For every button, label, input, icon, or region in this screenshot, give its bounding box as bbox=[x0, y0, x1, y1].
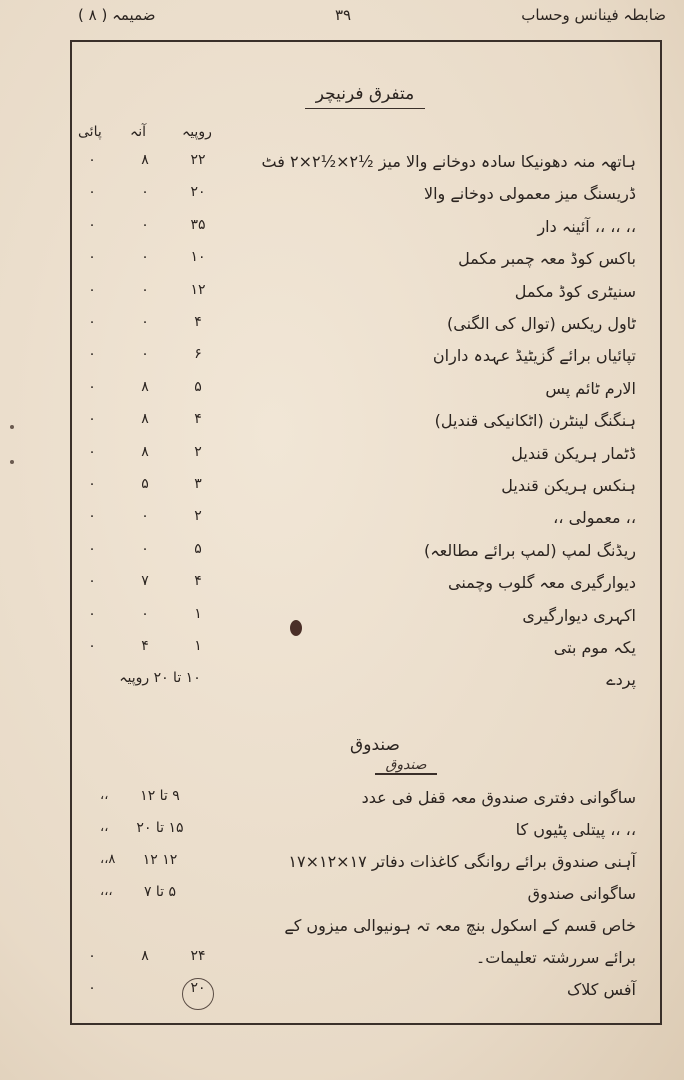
box-description: آفس کلاک bbox=[566, 980, 636, 999]
ink-spot bbox=[290, 620, 302, 636]
list-item bbox=[0, 314, 684, 348]
item-price-range: ۱٠ تا ۲٠ روپیہ bbox=[119, 670, 201, 686]
item-anna: ٠ bbox=[141, 606, 149, 622]
item-anna: ۷ bbox=[141, 573, 149, 589]
item-description: ڈریسنگ میز معمولی دوخانے والا bbox=[423, 184, 636, 203]
box-anna: ۸ bbox=[141, 948, 149, 964]
margin-dot bbox=[10, 425, 14, 429]
page-number: ۳۹ bbox=[335, 6, 352, 24]
item-rupee: ۳ bbox=[194, 476, 202, 492]
item-rupee: ۳۵ bbox=[190, 217, 206, 233]
item-rupee: ۱ bbox=[194, 638, 202, 654]
item-pai: ٠ bbox=[88, 606, 96, 622]
item-anna: ۵ bbox=[141, 476, 149, 492]
item-description: ڈٹمار ہریکن قندیل bbox=[511, 444, 636, 463]
list-item bbox=[0, 444, 684, 478]
handwritten-annotation: صندوق bbox=[375, 757, 437, 775]
item-description: ،، معمولی ،، bbox=[553, 508, 636, 527]
item-pai: ٠ bbox=[88, 282, 96, 298]
item-description: ہاتھہ منہ دھونیکا سادہ دوخانے والا میز ½۲×½۲×۲ فٹ bbox=[261, 152, 636, 171]
box-ditto-mark: ،، bbox=[100, 788, 109, 803]
item-pai: ٠ bbox=[88, 444, 96, 460]
box-price-range: ۱۲ ۱۲ bbox=[142, 852, 178, 868]
item-rupee: ۲ bbox=[194, 508, 202, 524]
list-item bbox=[0, 379, 684, 413]
box-rupee: ۲٠ bbox=[190, 980, 206, 996]
box-pai: ٠ bbox=[88, 948, 96, 964]
box-price-range: ۱۵ تا ۲٠ bbox=[136, 820, 184, 836]
item-description: سنیٹری کوڈ مکمل bbox=[514, 282, 636, 301]
list-item bbox=[0, 541, 684, 575]
item-rupee: ۴ bbox=[194, 573, 202, 589]
item-pai: ٠ bbox=[88, 476, 96, 492]
item-anna: ٠ bbox=[141, 508, 149, 524]
item-anna: ۴ bbox=[141, 638, 149, 654]
list-item bbox=[0, 411, 684, 445]
column-header-rupee: روپیہ bbox=[182, 124, 212, 140]
column-header-anna: آنہ bbox=[130, 124, 146, 140]
item-pai: ٠ bbox=[88, 573, 96, 589]
item-description: ہنکس ہریکن قندیل bbox=[501, 476, 636, 495]
table-row bbox=[0, 788, 684, 822]
box-description: خاص قسم کے اسکول بنچ معہ تہ ہونیوالی میزوں کے bbox=[284, 916, 636, 935]
box-description: ساگوانی دفتری صندوق معہ قفل فی عدد bbox=[361, 788, 636, 807]
item-description: یکہ موم بتی bbox=[553, 638, 636, 657]
item-description: الارم ٹائم پس bbox=[545, 379, 636, 398]
box-description: آہنی صندوق برائے روانگی کاغذات دفاتر ۱۷×۱۲×۱۷ bbox=[288, 852, 636, 871]
list-item bbox=[0, 508, 684, 542]
item-anna: ۸ bbox=[141, 444, 149, 460]
item-pai: ٠ bbox=[88, 217, 96, 233]
item-anna: ٠ bbox=[141, 282, 149, 298]
list-item bbox=[0, 249, 684, 283]
item-description: تپائیاں برائے گزیٹیڈ عہدہ داران bbox=[432, 346, 636, 365]
title-underline bbox=[305, 108, 425, 109]
item-rupee: ۱ bbox=[194, 606, 202, 622]
box-ditto-mark: ،،، bbox=[100, 884, 113, 899]
section-title-boxes: صندوق bbox=[350, 735, 400, 755]
appendix-label: ضمیمہ ( ۸ ) bbox=[78, 6, 156, 24]
item-rupee: ۶ bbox=[194, 346, 202, 362]
column-header-pai: پائی bbox=[78, 124, 102, 140]
item-anna: ۸ bbox=[141, 411, 149, 427]
box-description: برائے سررشتہ تعلیمات۔ bbox=[475, 948, 636, 967]
item-description: ہنگنگ لینٹرن (اٹکانیکی قندیل) bbox=[434, 411, 636, 430]
item-description: ،، ،، ،، آئینہ دار bbox=[537, 217, 636, 236]
list-item bbox=[0, 152, 684, 186]
item-description: دیوارگیری معہ گلوب وچمنی bbox=[447, 573, 636, 592]
box-ditto-mark: ،، bbox=[100, 820, 109, 835]
item-rupee: ۲٠ bbox=[190, 184, 206, 200]
list-item bbox=[0, 184, 684, 218]
item-anna: ۸ bbox=[141, 152, 149, 168]
item-anna: ٠ bbox=[141, 541, 149, 557]
item-anna: ٠ bbox=[141, 184, 149, 200]
item-rupee: ۲۲ bbox=[190, 152, 206, 168]
section-title-furniture: متفرق فرنیچر bbox=[315, 84, 415, 104]
item-anna: ٠ bbox=[141, 346, 149, 362]
item-rupee: ۲ bbox=[194, 444, 202, 460]
header-title: ضابطہ فینانس وحساب bbox=[521, 6, 666, 24]
item-rupee: ۱۲ bbox=[190, 282, 206, 298]
item-rupee: ۵ bbox=[194, 379, 202, 395]
item-anna: ٠ bbox=[141, 249, 149, 265]
item-anna: ٠ bbox=[141, 217, 149, 233]
item-pai: ٠ bbox=[88, 541, 96, 557]
item-anna: ٠ bbox=[141, 314, 149, 330]
list-item bbox=[0, 282, 684, 316]
item-pai: ٠ bbox=[88, 249, 96, 265]
item-pai: ٠ bbox=[88, 346, 96, 362]
box-description: ،، ،، پیتلی پٹیوں کا bbox=[515, 820, 636, 839]
item-rupee: ۴ bbox=[194, 314, 202, 330]
box-rupee: ۲۴ bbox=[190, 948, 206, 964]
box-price-range: ۹ تا ۱۲ bbox=[140, 788, 180, 804]
box-pai: ٠ bbox=[88, 980, 96, 996]
list-item bbox=[0, 573, 684, 607]
item-pai: ٠ bbox=[88, 379, 96, 395]
table-row bbox=[0, 852, 684, 886]
box-price-range: ۵ تا ۷ bbox=[143, 884, 177, 900]
list-item bbox=[0, 606, 684, 640]
item-rupee: ۱٠ bbox=[190, 249, 206, 265]
list-item bbox=[0, 670, 684, 704]
list-item bbox=[0, 476, 684, 510]
list-item bbox=[0, 638, 684, 672]
item-pai: ٠ bbox=[88, 152, 96, 168]
table-row bbox=[0, 820, 684, 854]
margin-dot bbox=[10, 460, 14, 464]
box-ditto-mark: ۸،، bbox=[100, 852, 116, 867]
item-anna: ۸ bbox=[141, 379, 149, 395]
list-item bbox=[0, 217, 684, 251]
list-item bbox=[0, 346, 684, 380]
item-description: اکہری دیوارگیری bbox=[522, 606, 636, 625]
item-pai: ٠ bbox=[88, 411, 96, 427]
item-rupee: ۵ bbox=[194, 541, 202, 557]
item-description: ٹاول ریکس (توال کی الگنی) bbox=[447, 314, 636, 333]
item-description: ریڈنگ لمپ (لمپ برائے مطالعہ) bbox=[424, 541, 636, 560]
item-rupee: ۴ bbox=[194, 411, 202, 427]
item-pai: ٠ bbox=[88, 184, 96, 200]
table-row bbox=[0, 916, 684, 950]
item-pai: ٠ bbox=[88, 314, 96, 330]
table-row bbox=[0, 884, 684, 918]
item-pai: ٠ bbox=[88, 508, 96, 524]
table-row bbox=[0, 980, 684, 1014]
table-row bbox=[0, 948, 684, 982]
circled-number bbox=[182, 978, 214, 1010]
item-description: پردے bbox=[606, 670, 636, 689]
box-description: ساگوانی صندوق bbox=[527, 884, 636, 903]
item-pai: ٠ bbox=[88, 638, 96, 654]
item-description: باکس کوڈ معہ چمبر مکمل bbox=[458, 249, 636, 268]
